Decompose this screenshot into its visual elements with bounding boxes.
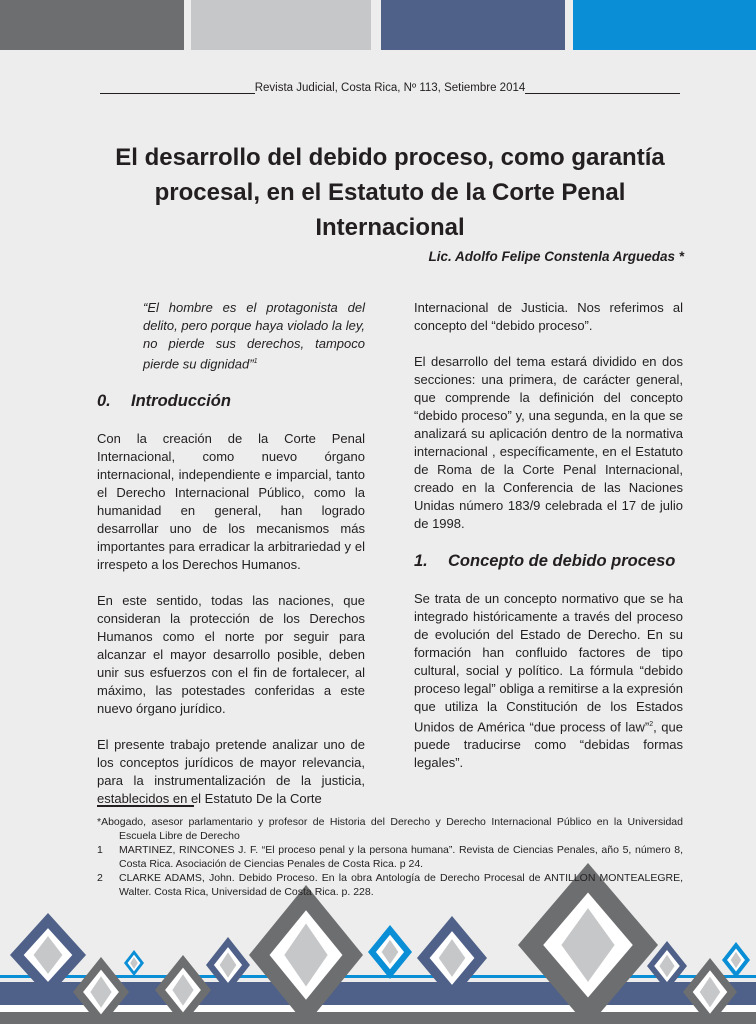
footnote-rule — [97, 805, 194, 807]
footnote: 2 CLARKE ADAMS, John. Debido Proceso. En la obra Antología de Derecho Procesal de ANTILLON MONTEALEGRE, Walter. Costa Rica, Universidad de Costa Rica. p. 228. — [97, 872, 683, 898]
stripe-gray — [0, 1012, 756, 1024]
footnote: *Abogado, asesor parlamentario y profesor de Historia del Derecho y Derecho Internacional Público en la Universidad Escuela Libre de Derecho — [97, 816, 683, 842]
paragraph: Con la creación de la Corte Penal Internacional, como nuevo órgano internacional, independiente e imparcial, tanto el Derecho Internacional Público, como la humanidad en general, han logrado desarrollar uno de los mecanismos más importantes para erradicar la arbitrariedad y el irrespeto a los Derechos Humanos. — [97, 431, 365, 573]
footnote: 1 MARTINEZ, RINCONES J. F. “El proceso penal y la persona humana”. Revista de Ciencias Penales, año 5, número 8, Costa Rica. Asociación de Ciencias Penales de Costa Rica. p 24. — [97, 844, 683, 870]
running-head — [100, 82, 680, 94]
header-bar-gray — [0, 0, 184, 50]
paragraph: Internacional de Justicia. Nos referimos al concepto del “debido proceso”. — [414, 300, 683, 333]
header-bar-blue — [381, 0, 565, 50]
paragraph: Se trata de un concepto normativo que se ha integrado históricamente a través del proceso de evolución del Estado de Derecho. En su formación han confluido factores de tipo cultural, social y político. La fórmula “debido proceso legal” obliga a remitirse a la expresión que utiliza la Constitución de los Estados Unidos de América “due process of law”$^2$, que puede traducirse como “debidas formas legales”. — [414, 591, 683, 771]
header-bar-lightgray — [191, 0, 371, 50]
paragraph: El desarrollo del tema estará dividido en dos secciones: una primera, de carácter general, que comprende la definición del concepto “debido proceso” y, una segunda, en la que se analizará su aplicación dentro de la normativa internacional , específicamente, en el Estatuto de Roma de la Corte Penal Internacional, creado en la Conferencia de las Naciones Unidas número 183/9 celebrada el 17 de julio de 1998. — [414, 354, 683, 531]
footnotes — [97, 815, 683, 899]
epigraph: “El hombre es el protagonista del delito, pero porque haya violado la ley, no pierde sus derechos, tampoco pierde su dignidad”$^1$ — [143, 300, 365, 372]
section-heading-intro: 0. Introducción — [97, 392, 231, 411]
running-head-text: Revista Judicial, Costa Rica, Nº 113, Setiembre 2014 — [254, 82, 526, 94]
right-column — [414, 299, 683, 790]
left-column — [97, 299, 365, 826]
header-bar-brightblue — [573, 0, 756, 50]
section-heading-concept: 1. Concepto de debido proceso — [414, 552, 676, 570]
author: Lic. Adolfo Felipe Constenla Arguedas * — [428, 249, 684, 264]
article-title: El desarrollo del debido proceso, como garantía procesal, en el Estatuto de la Corte Penal Internacional — [115, 144, 665, 241]
paragraph: El presente trabajo pretende analizar uno de los conceptos jurídicos de mayor relevancia, para la instrumentalización de la justicia, establecidos en el Estatuto De la Corte — [97, 737, 365, 807]
paragraph: En este sentido, todas las naciones, que consideran la protección de los Derechos Humanos como el norte por seguir para alcanzar el mayor desarrollo posible, deben unir sus esfuerzos con el fin de fortalecer, al máximo, las potestades conferidas a este nuevo órgano jurídico. — [97, 593, 365, 717]
